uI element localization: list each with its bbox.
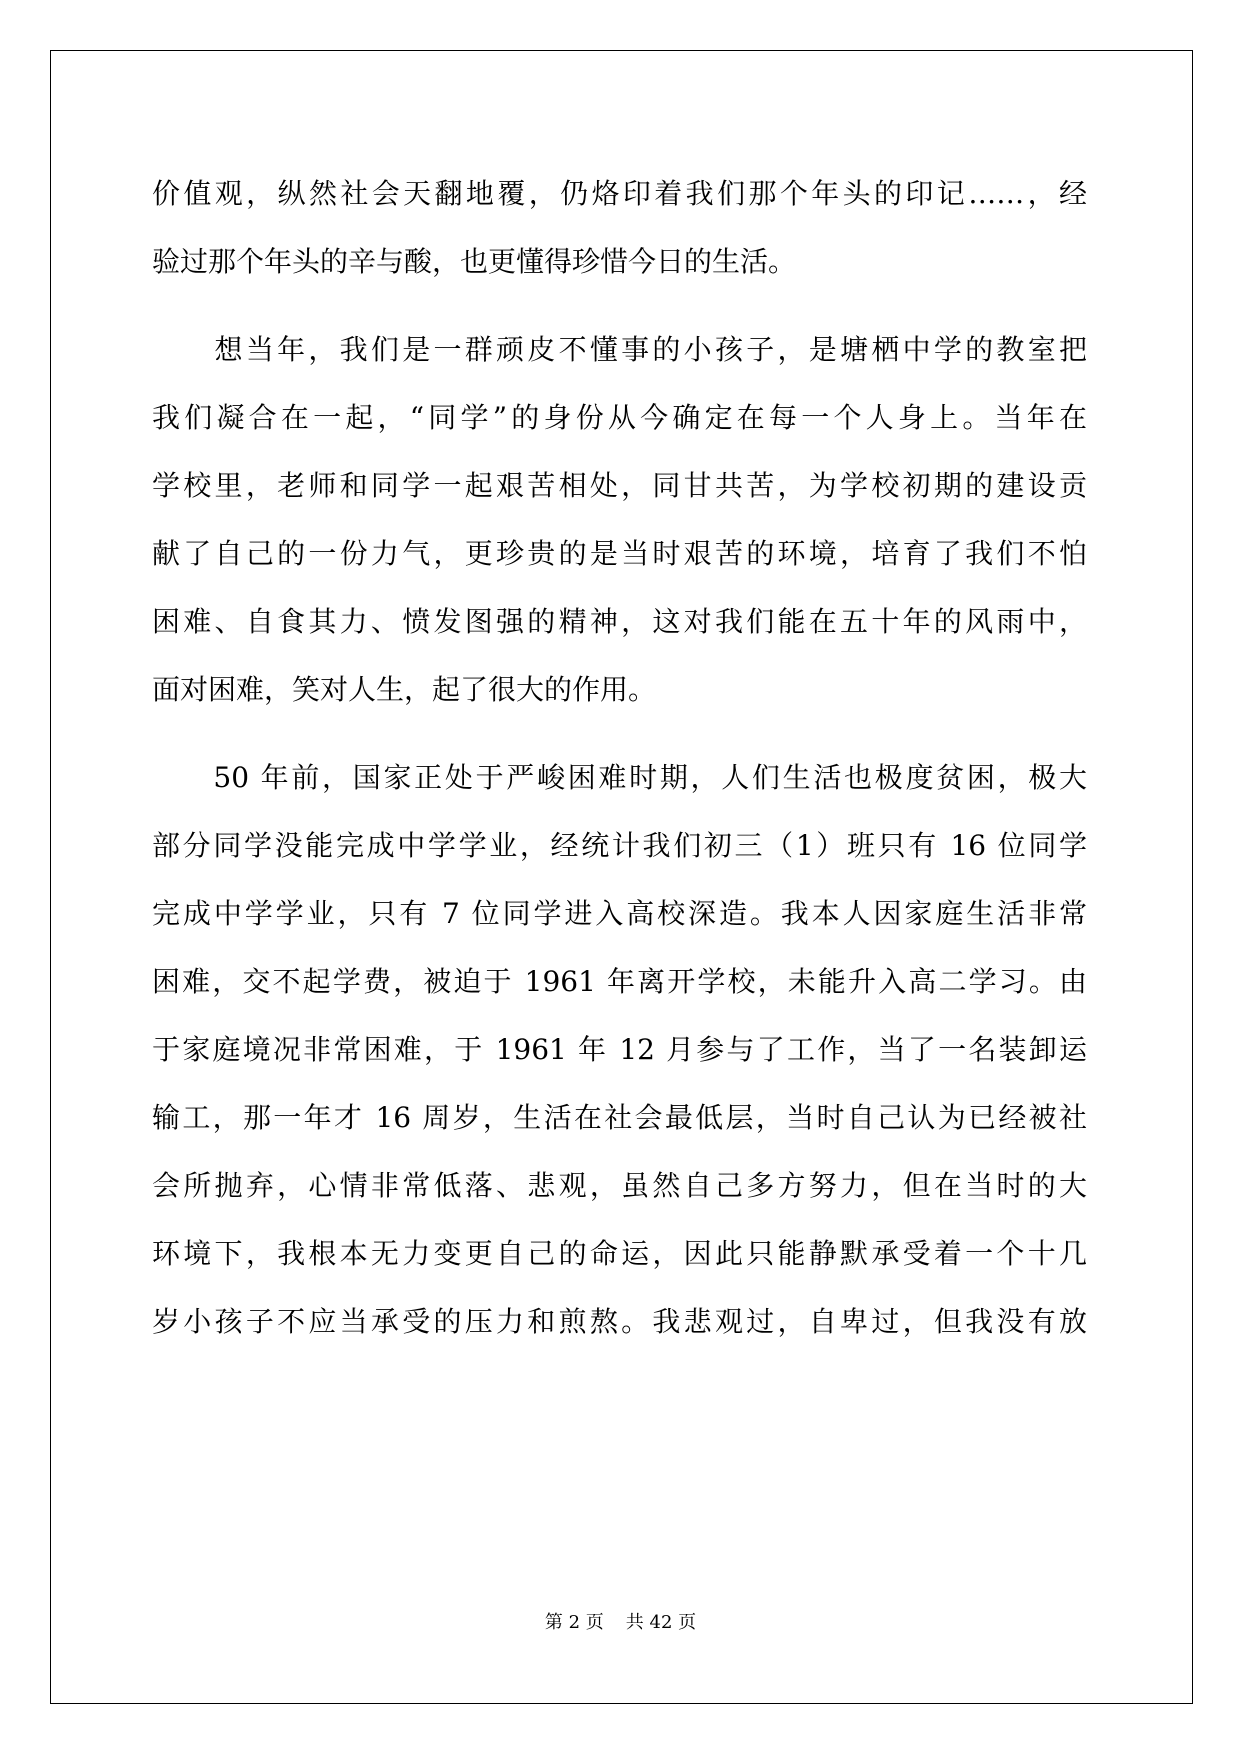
text-line: 面对困难，笑对人生，起了很大的作用。 [152, 673, 657, 706]
page-count: 共 42 页 [625, 1612, 697, 1633]
document-body [152, 160, 1087, 1356]
text-line: 完成中学学业，只有 7 位同学进入高校深造。我本人因家庭生活非常 [152, 897, 1087, 930]
text-line: 我们凝合在一起，“同学”的身份从今确定在每一个人身上。当年在 [152, 401, 1087, 434]
text-line: 50 年前，国家正处于严峻困难时期，人们生活也极度贫困，极大 [152, 761, 1087, 794]
text-line: 环境下，我根本无力变更自己的命运，因此只能静默承受着一个十几 [152, 1237, 1087, 1270]
text-line: 输工，那一年才 16 周岁，生活在社会最低层，当时自己认为已经被社 [152, 1101, 1087, 1134]
text-line: 想当年，我们是一群顽皮不懂事的小孩子，是塘栖中学的教室把 [152, 333, 1087, 366]
text-line: 困难、自食其力、愤发图强的精神，这对我们能在五十年的风雨中， [152, 605, 1087, 638]
paragraph-2 [152, 316, 1087, 724]
text-line: 验过那个年头的辛与酸，也更懂得珍惜今日的生活。 [152, 245, 797, 278]
text-line: 学校里，老师和同学一起艰苦相处，同甘共苦，为学校初期的建设贡 [152, 469, 1087, 502]
paragraph-3 [152, 744, 1087, 1356]
text-line: 困难，交不起学费，被迫于 1961 年离开学校，未能升入高二学习。由 [152, 965, 1087, 998]
text-line: 于家庭境况非常困难，于 1961 年 12 月参与了工作，当了一名装卸运 [152, 1033, 1087, 1066]
page-footer [0, 1608, 1241, 1634]
text-line: 部分同学没能完成中学学业，经统计我们初三（1）班只有 16 位同学 [152, 829, 1087, 862]
page-number: 第 2 页 [544, 1612, 604, 1633]
text-line: 岁小孩子不应当承受的压力和煎熬。我悲观过，自卑过，但我没有放 [152, 1305, 1087, 1338]
text-line: 献了自己的一份力气，更珍贵的是当时艰苦的环境，培育了我们不怕 [152, 537, 1087, 570]
paragraph-1 [152, 160, 1087, 296]
text-line: 会所抛弃，心情非常低落、悲观，虽然自己多方努力，但在当时的大 [152, 1169, 1087, 1202]
text-line: 价值观，纵然社会天翻地覆，仍烙印着我们那个年头的印记……，经 [152, 177, 1087, 210]
